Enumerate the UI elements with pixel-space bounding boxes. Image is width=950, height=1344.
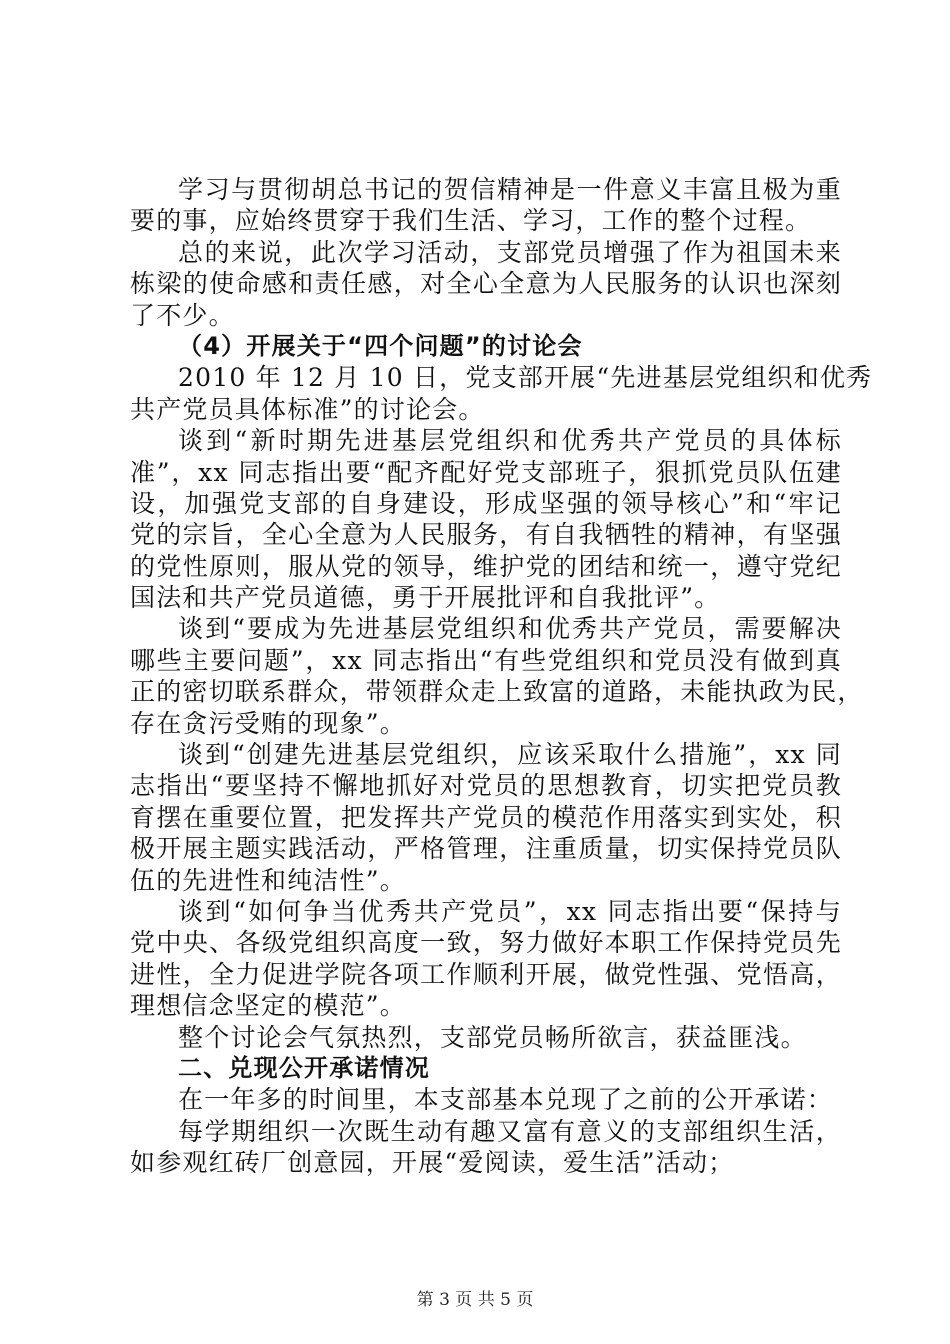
paragraph-line: 谈到“如何争当优秀共产党员”，xx 同志指出要“保持与: [178, 896, 842, 926]
paragraph-line: 极开展主题实践活动，严格管理，注重质量，切实保持党员队: [130, 834, 842, 864]
paragraph-line: 存在贪污受贿的现象”。: [130, 708, 406, 738]
page-number-label: 第 3 页 共 5 页: [416, 1290, 534, 1310]
paragraph-line: 伍的先进性和纯洁性”。: [130, 865, 406, 895]
paragraph-line: 如参观红砖厂创意园，开展“爱阅读，爱生活”活动；: [130, 1148, 735, 1178]
page-footer: [0, 1285, 950, 1310]
paragraph-line: 理想信念坚定的模范”。: [130, 991, 406, 1021]
paragraph-line: 2010 年 12 月 10 日，党支部开展“先进基层党组织和优秀: [178, 363, 873, 393]
paragraph-line: 准”，xx 同志指出要“配齐配好党支部班子，狠抓党员队伍建: [130, 457, 842, 487]
paragraph-line: 谈到“新时期先进基层党组织和优秀共产党员的具体标: [178, 426, 842, 456]
paragraph-line: 党的宗旨，全心全意为人民服务，有自我牺牲的精神，有坚强: [130, 520, 842, 550]
paragraph-line: 哪些主要问题”，xx 同志指出“有些党组织和党员没有做到真: [130, 645, 842, 675]
paragraph-line: 总的来说，此次学习活动，支部党员增强了作为祖国未来: [178, 237, 842, 267]
paragraph-line: 进性，全力促进学院各项工作顺利开展，做党性强、党悟高，: [130, 959, 842, 989]
paragraph-line: 栋梁的使命感和责任感，对全心全意为人民服务的认识也深刻: [130, 269, 842, 299]
paragraph-line: 要的事，应始终贯穿于我们生活、学习，工作的整个过程。: [130, 206, 812, 236]
paragraph-line: 了不少。: [130, 300, 235, 330]
section-heading: （4）开展关于“四个问题”的讨论会: [178, 331, 583, 360]
section-heading: 二、兑现公开承诺情况: [178, 1053, 430, 1082]
paragraph-line: 国法和共产党员道德，勇于开展批评和自我批评”。: [130, 583, 721, 613]
paragraph-line: 的党性原则，服从党的领导，维护党的团结和统一，遵守党纪: [130, 551, 842, 581]
paragraph-line: 学习与贯彻胡总书记的贺信精神是一件意义丰富且极为重: [178, 175, 842, 204]
paragraph-line: 共产党员具体标准”的讨论会。: [130, 394, 485, 424]
document-body: [130, 174, 873, 1179]
paragraph-line: 育摆在重要位置，把发挥共产党员的模范作用落实到实处，积: [130, 802, 842, 832]
paragraph-line: 谈到“要成为先进基层党组织和优秀共产党员，需要解决: [178, 614, 842, 644]
paragraph-line: 整个讨论会气氛热烈，支部党员畅所欲言，获益匪浅。: [178, 1022, 807, 1052]
paragraph-line: 在一年多的时间里，本支部基本兑现了之前的公开承诺：: [178, 1085, 834, 1115]
paragraph-line: 谈到“创建先进基层党组织，应该采取什么措施”，xx 同: [178, 740, 842, 770]
paragraph-line: 志指出“要坚持不懈地抓好对党员的思想教育，切实把党员教: [130, 771, 842, 801]
paragraph-line: 每学期组织一次既生动有趣又富有意义的支部组织生活，: [178, 1116, 842, 1146]
paragraph-line: 党中央、各级党组织高度一致，努力做好本职工作保持党员先: [130, 928, 842, 958]
paragraph-line: 正的密切联系群众，带领群众走上致富的道路，未能执政为民，: [130, 677, 864, 707]
paragraph-line: 设，加强党支部的自身建设，形成坚强的领导核心”和“牢记: [130, 488, 842, 518]
